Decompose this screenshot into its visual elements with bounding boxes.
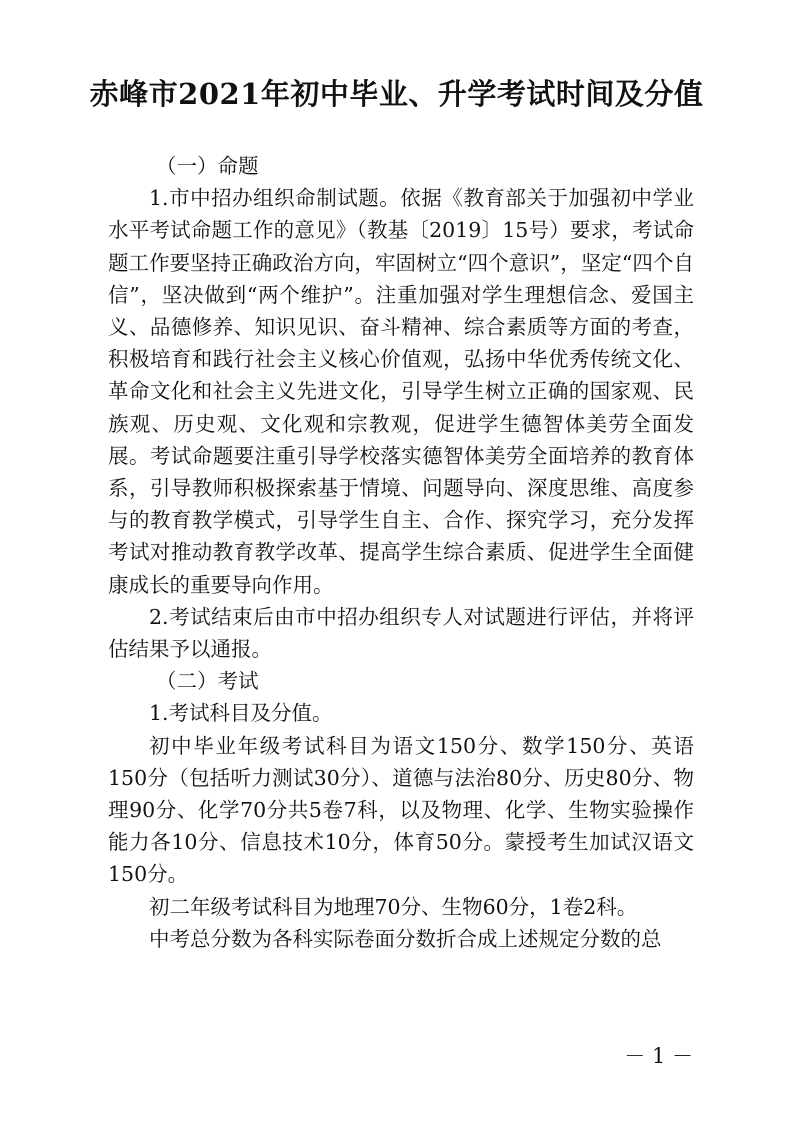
document-body xyxy=(108,150,694,955)
document-title: 赤峰市2021年初中毕业、升学考试时间及分值 xyxy=(89,77,704,111)
page-number: － 1 － xyxy=(624,1044,693,1068)
section-heading-exam: （二）考试 xyxy=(156,669,259,694)
paragraph-grade9-subjects: 初中毕业年级考试科目为语文150分、数学150分、英语150分（包括听力测试30分）、道德与法治80分、历史80分、物理90分、化学70分共5卷7科，以及物理、化学、生物实验操作能力各10分、信息技术10分，体育50分。蒙授考生加试汉语文150分。 xyxy=(108,733,694,887)
paragraph-exam-subjects-heading: 1.考试科目及分值。 xyxy=(149,701,333,726)
section-heading-proposition: （一）命题 xyxy=(156,154,259,178)
paragraph-total-score: 中考总分数为各科实际卷面分数折合成上述规定分数的总 xyxy=(149,926,662,951)
paragraph-proposition-1: 1.市中招办组织命制试题。依据《教育部关于加强初中学业水平考试命题工作的意见》（教基〔2019〕15号）要求，考试命题工作要坚持正确政治方向，牢固树立“四个意识”，坚定“四个自信”，坚决做到“两个维护”。注重加强对学生理想信念、爱国主义、品德修养、知识见识、奋斗精神、综合素质等方面的考查，积极培育和践行社会主义核心价值观，弘扬中华优秀传统文化、革命文化和社会主义先进文化，引导学生树立正确的国家观、民族观、历史观、文化观和宗教观，促进学生德智体美劳全面发展。考试命题要注重引导学校落实德智体美劳全面培养的教育体系，引导教师积极探索基于情境、问题导向、深度思维、高度参与的教育教学模式，引导学生自主、合作、探究学习，充分发挥考试对推动教育教学改革、提高学生综合素质、促进学生全面健康成长的重要导向作用。 xyxy=(108,186,694,597)
paragraph-grade8-subjects: 初二年级考试科目为地理70分、生物60分，1卷2科。 xyxy=(149,894,638,919)
paragraph-proposition-2: 2.考试结束后由市中招办组织专人对试题进行评估，并将评估结果予以通报。 xyxy=(108,604,694,662)
